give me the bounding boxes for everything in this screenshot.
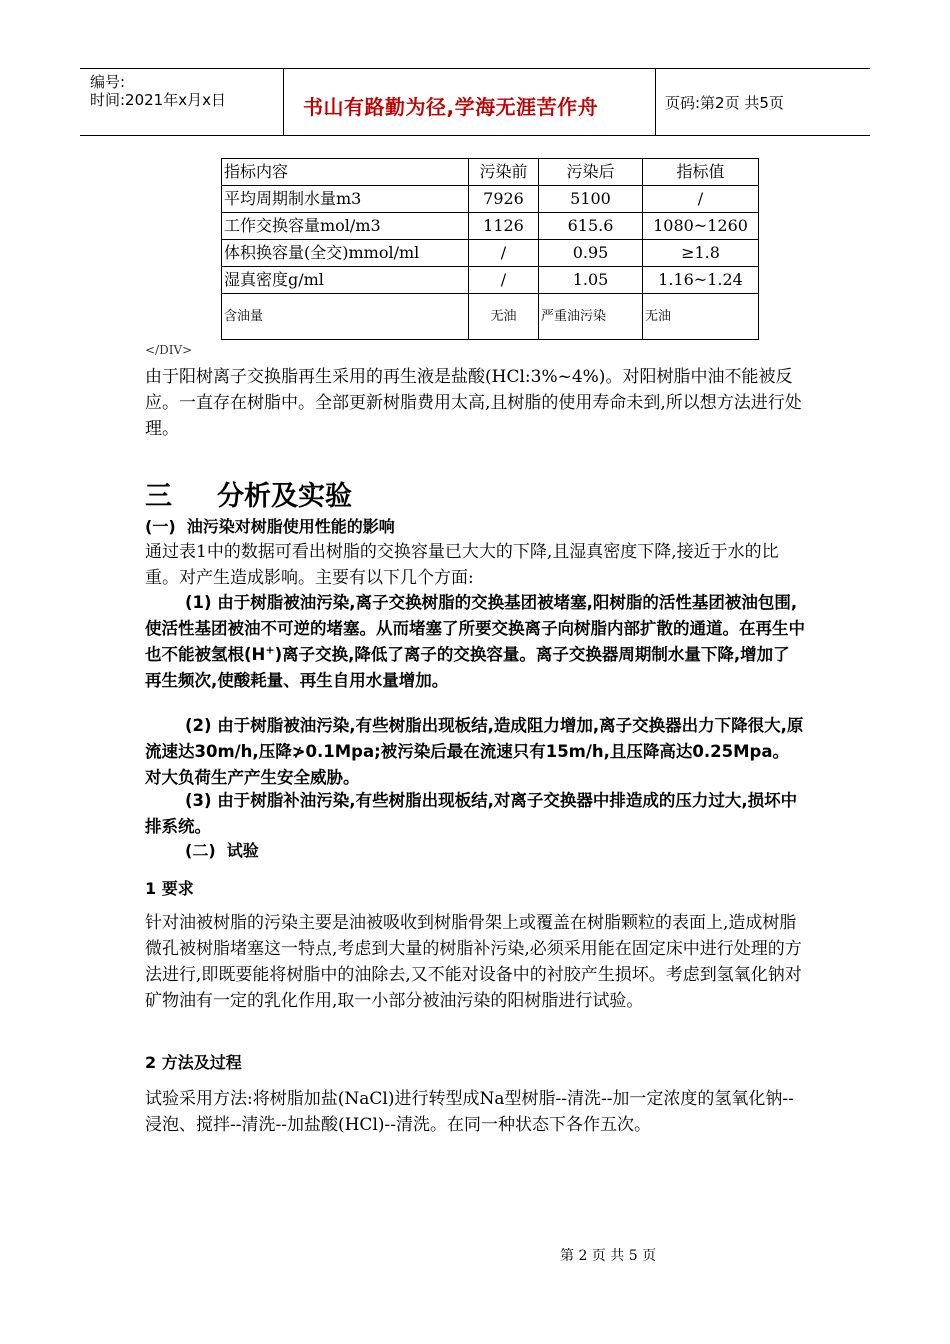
subsection-2-title: (二) 试验	[185, 841, 259, 860]
table-header-cell: 指标值	[643, 159, 759, 186]
header-page-info: 页码:第2页 共5页	[665, 94, 784, 112]
item-1-text-b: )离子交换,降低了离子的交换容量。离子交换器周期制水量下降,增加了再生频次,使酸耗量、再生自用水量增加。	[145, 645, 790, 690]
table-cell: 无油	[469, 294, 539, 340]
page-footer: 第 2 页 共 5 页	[560, 1248, 657, 1264]
table-cell: 1126	[469, 213, 539, 240]
table-cell: 7926	[469, 186, 539, 213]
table-row	[222, 240, 759, 267]
table-header-cell: 污染后	[539, 159, 643, 186]
section-number: 三	[145, 481, 172, 512]
table-cell: 平均周期制水量m3	[222, 186, 469, 213]
subsection-1-text: 通过表1中的数据可看出树脂的交换容量已大大的下降,且湿真密度下降,接近于水的比重。对产生造成影响。主要有以下几个方面:	[145, 542, 779, 588]
table-header-row	[222, 159, 759, 186]
table-cell: 1.05	[539, 267, 643, 294]
table-cell: /	[469, 267, 539, 294]
table-cell: 严重油污染	[539, 294, 643, 340]
table-cell: 含油量	[222, 294, 469, 340]
item-2: (2) 由于树脂被油污染,有些树脂出现板结,造成阻力增加,离子交换器出力下降很大,原流速达30m/h,压降≯0.1Mpa;被污染后最在流速只有15m/h,且压降高达0.25Mpa。对大负荷生产产生安全威胁。	[145, 716, 804, 787]
table-cell: 5100	[539, 186, 643, 213]
subsection-1-title: (一) 油污染对树脂使用性能的影响	[145, 517, 395, 536]
document-number-label: 编号:	[90, 73, 126, 91]
header-bottom-rule	[80, 135, 870, 136]
requirement-text: 针对油被树脂的污染主要是油被吸收到树脂骨架上或覆盖在树脂颗粒的表面上,造成树脂微孔被树脂堵塞这一特点,考虑到大量的树脂补污染,必须采用能在固定床中进行处理的方法进行,即既要能将树脂中的油除去,又不能对设备中的衬胶产生损坏。考虑到氢氧化钠对矿物油有一定的乳化作用,取一小部分被油污染的阳树脂进行试验。	[145, 913, 802, 1011]
section-title: 分析及实验	[217, 481, 352, 512]
table-cell: 615.6	[539, 213, 643, 240]
table-row	[222, 186, 759, 213]
intro-paragraph: 由于阳树离子交换脂再生采用的再生液是盐酸(HCl:3%~4%)。对阳树脂中油不能被反应。一直存在树脂中。全部更新树脂费用太高,且树脂的使用寿命未到,所以想方法进行处理。	[145, 367, 802, 439]
table-cell: 体积换容量(全交)mmol/ml	[222, 240, 469, 267]
table-row	[222, 294, 759, 340]
table-cell: 湿真密度g/ml	[222, 267, 469, 294]
table-cell: /	[469, 240, 539, 267]
header-divider-left	[283, 68, 284, 135]
item-3: (3) 由于树脂补油污染,有些树脂出现板结,对离子交换器中排造成的压力过大,损坏中排系统。	[145, 791, 798, 836]
table-cell: /	[643, 186, 759, 213]
table-row	[222, 213, 759, 240]
header-motto: 书山有路勤为径,学海无涯苦作舟	[303, 95, 599, 119]
table-cell: 无油	[643, 294, 759, 340]
table-header-cell: 污染前	[469, 159, 539, 186]
header-top-rule	[80, 68, 870, 69]
method-title: 2 方法及过程	[145, 1053, 242, 1072]
table-cell: 工作交换容量mol/m3	[222, 213, 469, 240]
item-1-text-a: (1) 由于树脂被油污染,离子交换树脂的交换基团被堵塞,阳树脂的活性基团被油包围,使活性基团被油不可逆的堵塞。从而堵塞了所要交换离子向树脂内部扩散的通道。在再生中也不能被氢根(H	[145, 593, 805, 664]
table-cell: 1.16~1.24	[643, 267, 759, 294]
table-row	[222, 267, 759, 294]
div-tag-text: </DIV>	[145, 343, 193, 357]
requirement-title: 1 要求	[145, 879, 194, 898]
method-text: 试验采用方法:将树脂加盐(NaCl)进行转型成Na型树脂--清洗--加一定浓度的氢氧化钠--浸泡、搅拌--清洗--加盐酸(HCl)--清洗。在同一种状态下各作五次。	[145, 1089, 794, 1135]
item-1	[145, 590, 805, 694]
table-cell: 1080~1260	[643, 213, 759, 240]
table-cell: 0.95	[539, 240, 643, 267]
table-cell: ≥1.8	[643, 240, 759, 267]
document-time-label: 时间:2021年x月x日	[90, 91, 226, 109]
item-1-sup: +	[265, 643, 275, 657]
index-table	[221, 158, 759, 340]
header-divider-right	[655, 68, 656, 135]
table-header-cell: 指标内容	[222, 159, 469, 186]
